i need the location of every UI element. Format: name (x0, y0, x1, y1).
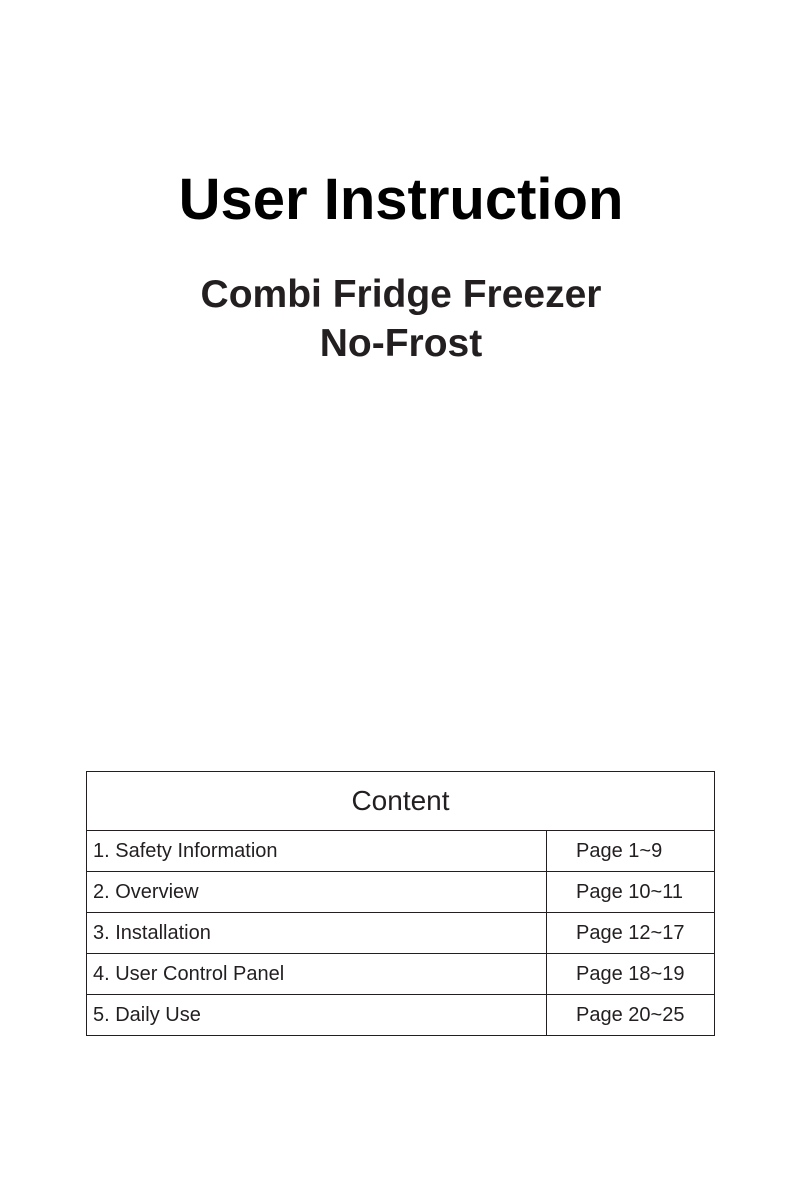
toc-page-range: Page 10~11 (547, 872, 715, 913)
toc-row (87, 995, 715, 1036)
toc-section-title: 2. Overview (87, 872, 547, 913)
toc-row (87, 872, 715, 913)
toc-section-title: 5. Daily Use (87, 995, 547, 1036)
toc-heading: Content (87, 772, 715, 831)
product-variant: No-Frost (319, 322, 483, 365)
toc-row (87, 954, 715, 995)
toc-page-range: Page 12~17 (547, 913, 715, 954)
toc-row (87, 831, 715, 872)
toc-row (87, 913, 715, 954)
toc-page-range: Page 1~9 (547, 831, 715, 872)
toc-section-title: 4. User Control Panel (87, 954, 547, 995)
product-name: Combi Fridge Freezer (200, 273, 602, 316)
toc-section-title: 3. Installation (87, 913, 547, 954)
document-title: User Instruction (178, 167, 624, 232)
toc-section-title: 1. Safety Information (87, 831, 547, 872)
toc-header-row (87, 772, 715, 831)
toc-page-range: Page 20~25 (547, 995, 715, 1036)
table-of-contents (86, 771, 715, 1036)
toc-page-range: Page 18~19 (547, 954, 715, 995)
